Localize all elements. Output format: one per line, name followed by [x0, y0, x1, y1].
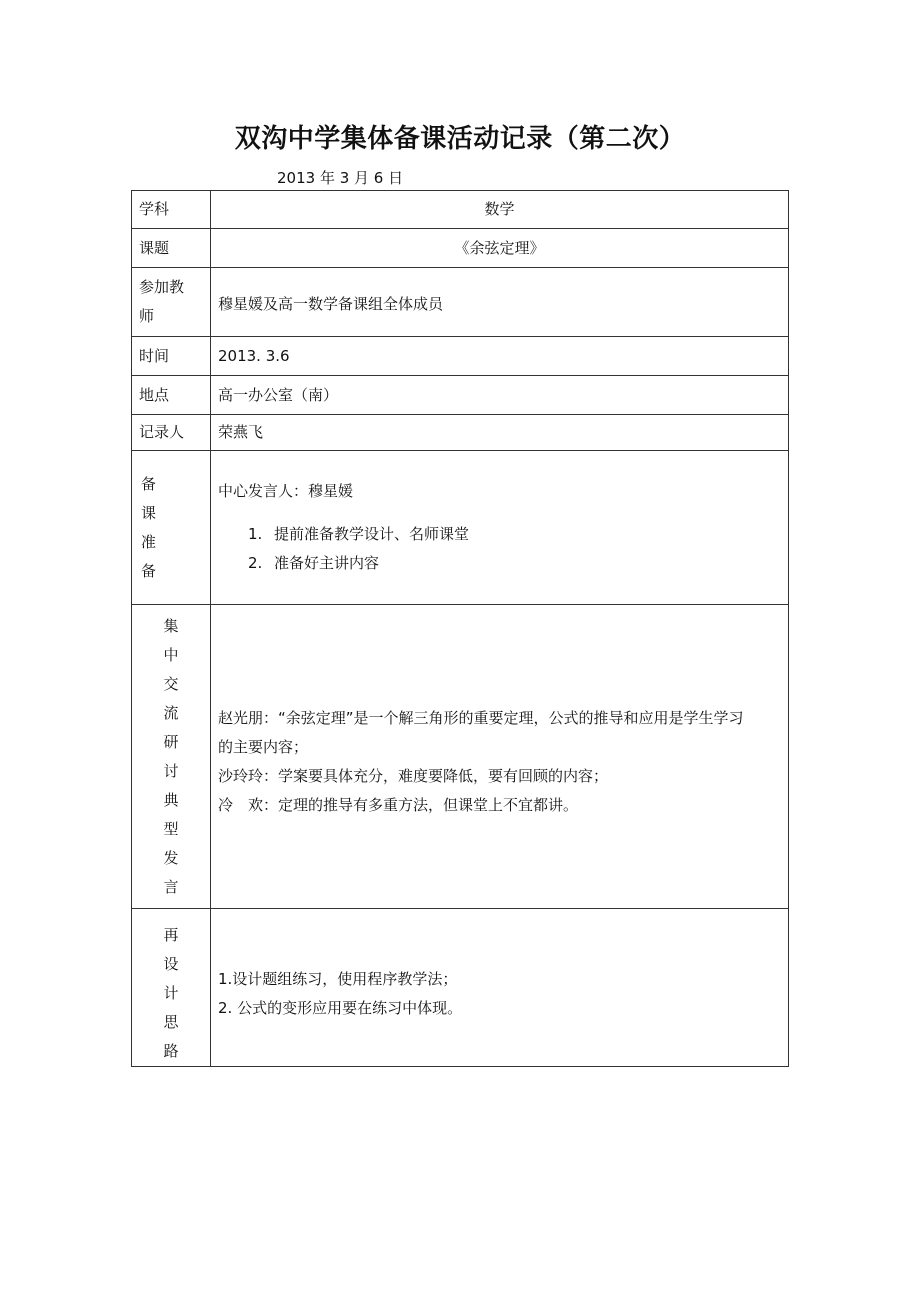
- redesign-line: 1.设计题组练习，使用程序教学法；: [218, 969, 458, 988]
- preparation-speaker: 中心发言人：穆星媛: [218, 482, 354, 500]
- table-row: [132, 229, 789, 268]
- recorder-value: 荣燕飞: [211, 415, 789, 451]
- page-title: 双沟中学集体备课活动记录（第二次）: [234, 124, 686, 154]
- table-row: [132, 376, 789, 415]
- discussion-line: 冷 欢：定理的推导有多重方法，但课堂上不宜都讲。: [218, 795, 579, 814]
- discussion-label: [132, 605, 211, 909]
- subject-value: 数学: [211, 191, 789, 229]
- record-date: 2013 年 3 月 6 日: [277, 169, 404, 187]
- label-char: 讨: [163, 761, 179, 780]
- label-char: 备: [141, 561, 157, 580]
- preparation-label: [132, 451, 211, 605]
- table-row: [132, 415, 789, 451]
- label-char: 集: [163, 616, 179, 635]
- table-row: [132, 605, 789, 909]
- label-char: 思: [163, 1013, 179, 1031]
- label-char: 课: [141, 503, 157, 522]
- redesign-label: [132, 909, 211, 1067]
- record-table: [131, 190, 789, 1067]
- list-text: 准备好主讲内容: [274, 554, 380, 572]
- preparation-list: [248, 520, 781, 578]
- label-char: 交: [163, 674, 179, 693]
- preparation-content: [211, 451, 789, 605]
- list-number: 1.: [248, 525, 263, 543]
- discussion-line: 的主要内容；: [218, 737, 309, 756]
- table-row: [132, 191, 789, 229]
- table-row: [132, 337, 789, 376]
- redesign-line: 2. 公式的变形应用要在练习中体现。: [218, 998, 463, 1017]
- place-label: 地点: [132, 376, 211, 415]
- table-row: [132, 451, 789, 605]
- teachers-label: [132, 268, 211, 337]
- label-char: 再: [163, 926, 179, 944]
- teachers-label-line1: 参加教: [139, 278, 185, 296]
- redesign-content: [211, 909, 789, 1067]
- label-char: 准: [141, 532, 157, 551]
- discussion-line: 赵光朋：“余弦定理”是一个解三角形的重要定理，公式的推导和应用是学生学习: [218, 708, 744, 727]
- list-item: [248, 549, 781, 578]
- time-label: 时间: [132, 337, 211, 376]
- topic-value: 《余弦定理》: [211, 229, 789, 268]
- table-row: [132, 268, 789, 337]
- label-char: 型: [163, 819, 179, 838]
- table-row: [132, 909, 789, 1067]
- discussion-content: [211, 605, 789, 909]
- topic-label: 课题: [132, 229, 211, 268]
- label-char: 发: [163, 848, 179, 867]
- label-char: 备: [141, 474, 157, 493]
- label-char: 流: [163, 703, 179, 722]
- label-char: 路: [163, 1042, 179, 1060]
- list-number: 2.: [248, 554, 263, 572]
- subject-label: 学科: [132, 191, 211, 229]
- teachers-label-line2: 师: [139, 307, 155, 325]
- label-char: 中: [163, 645, 179, 664]
- label-char: 典: [163, 790, 179, 809]
- teachers-value: 穆星媛及高一数学备课组全体成员: [211, 268, 789, 337]
- place-value: 高一办公室（南）: [211, 376, 789, 415]
- discussion-line: 沙玲玲：学案要具体充分，难度要降低，要有回顾的内容；: [218, 766, 609, 785]
- recorder-label: 记录人: [132, 415, 211, 451]
- label-char: 设: [163, 955, 179, 973]
- label-char: 计: [163, 984, 179, 1002]
- time-value: 2013. 3.6: [211, 337, 789, 376]
- label-char: 研: [163, 732, 179, 751]
- list-item: [248, 520, 781, 549]
- label-char: 言: [163, 877, 179, 896]
- list-text: 提前准备教学设计、名师课堂: [274, 525, 470, 543]
